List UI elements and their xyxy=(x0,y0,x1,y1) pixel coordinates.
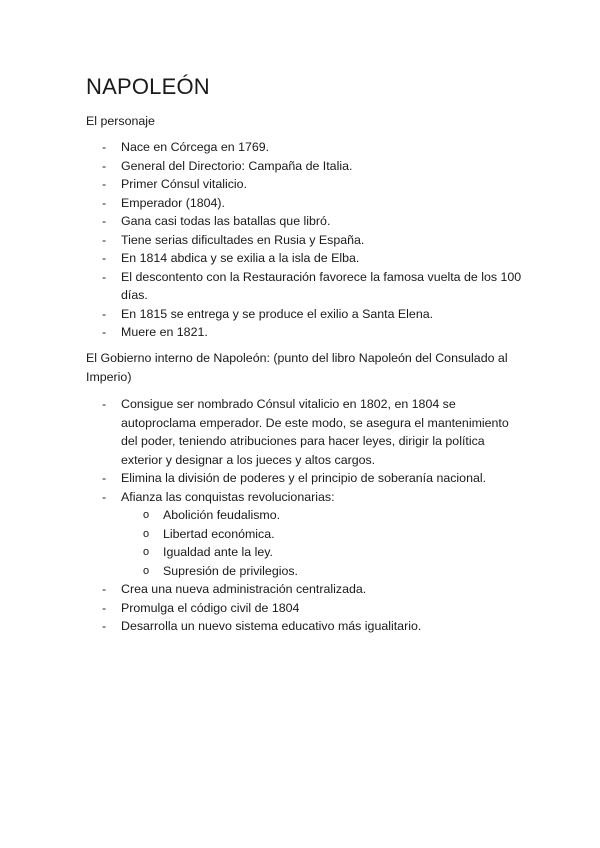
list-item xyxy=(102,395,522,469)
list-item-text: Promulga el código civil de 1804 xyxy=(121,600,300,615)
list-item-text: Nace en Córcega en 1769. xyxy=(121,140,270,154)
dash-bullet: - xyxy=(102,140,107,154)
list-item-text: El descontento con la Restauración favorece la famosa vuelta de los 100 días. xyxy=(121,269,522,302)
list-item xyxy=(102,305,522,324)
sublist-item xyxy=(121,525,522,544)
gobierno-list xyxy=(102,395,522,636)
sublist-item-text: Abolición feudalismo. xyxy=(163,508,281,522)
dash-bullet: - xyxy=(102,177,107,191)
dash-bullet: - xyxy=(102,397,107,411)
list-item-text: Tiene serias dificultades en Rusia y España. xyxy=(121,232,365,247)
list-item xyxy=(102,580,522,599)
document-title: NAPOLEÓN xyxy=(86,74,210,99)
dash-bullet: - xyxy=(102,306,107,321)
list-item-text: Afianza las conquistas revolucionarias: xyxy=(121,489,335,504)
dash-bullet: - xyxy=(102,195,107,210)
list-item-text: Gana casi todas las batallas que libró. xyxy=(121,214,331,228)
dash-bullet: - xyxy=(102,619,107,633)
list-item-text: Elimina la división de poderes y el principio de soberanía nacional. xyxy=(121,471,487,485)
sublist-item-text: Libertad económica. xyxy=(163,526,275,541)
list-item-text: En 1815 se entrega y se produce el exilio a Santa Elena. xyxy=(121,306,434,321)
list-item-text: Emperador (1804). xyxy=(121,195,225,210)
list-item xyxy=(102,249,522,268)
list-item xyxy=(102,617,522,636)
sublist-item-text: Supresión de privilegios. xyxy=(163,563,298,578)
conquistas-sublist xyxy=(121,506,522,580)
dash-bullet: - xyxy=(102,232,107,247)
dash-bullet: - xyxy=(102,600,107,615)
list-item xyxy=(102,175,522,194)
sublist-item-text: Igualdad ante la ley. xyxy=(163,545,273,559)
list-item xyxy=(102,231,522,250)
dash-bullet: - xyxy=(102,325,107,339)
list-item-text: General del Directorio: Campaña de Italia. xyxy=(121,158,353,173)
list-item-text: Primer Cónsul vitalicio. xyxy=(121,177,248,191)
circle-bullet: o xyxy=(143,527,150,540)
list-item xyxy=(102,268,522,305)
list-item xyxy=(102,212,522,231)
list-item-text: Muere en 1821. xyxy=(121,325,208,339)
list-item xyxy=(102,138,522,157)
dash-bullet: - xyxy=(102,269,107,284)
list-item xyxy=(102,599,522,618)
list-item-text: Crea una nueva administración centralizada. xyxy=(121,582,367,596)
dash-bullet: - xyxy=(102,214,107,228)
circle-bullet: o xyxy=(143,546,150,558)
dash-bullet: - xyxy=(102,158,107,173)
personaje-list xyxy=(102,138,522,342)
sublist-item xyxy=(121,562,522,581)
dash-bullet: - xyxy=(102,251,107,265)
circle-bullet: o xyxy=(143,509,150,521)
list-item xyxy=(102,469,522,488)
list-item-text: En 1814 abdica y se exilia a la isla de Elba. xyxy=(121,251,360,265)
list-item-text: Desarrolla un nuevo sistema educativo más igualitario. xyxy=(121,619,422,633)
list-item xyxy=(102,323,522,342)
section-heading-gobierno: El Gobierno interno de Napoleón: (punto del libro Napoleón del Consulado al Imperio) xyxy=(86,351,508,384)
dash-bullet: - xyxy=(102,471,107,485)
list-item xyxy=(102,194,522,213)
dash-bullet: - xyxy=(102,582,107,596)
list-item xyxy=(102,157,522,176)
dash-bullet: - xyxy=(102,489,107,504)
list-item xyxy=(102,488,522,581)
list-item-text: Consigue ser nombrado Cónsul vitalicio en 1802, en 1804 se autoproclama emperador. De este modo, se asegura el mantenimiento del poder, teniendo atribuciones para hacer leyes, dirigir la política exterior y designar a los jueces y altos cargos. xyxy=(121,397,509,467)
sublist-item xyxy=(121,543,522,562)
section-heading-personaje: El personaje xyxy=(86,114,155,128)
circle-bullet: o xyxy=(143,564,150,577)
sublist-item xyxy=(121,506,522,525)
